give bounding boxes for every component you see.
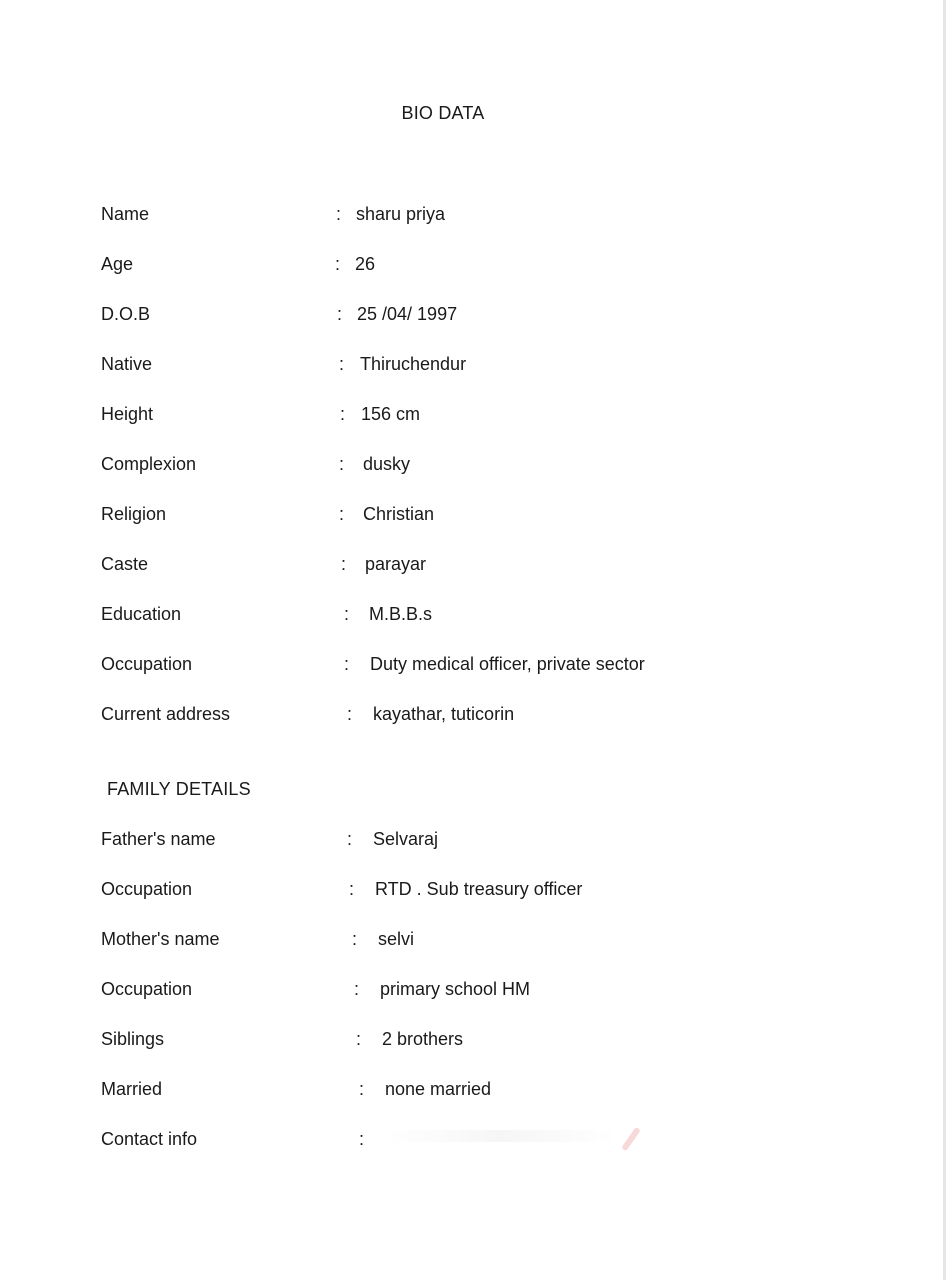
separator-colon: : <box>344 604 350 624</box>
separator-colon: : <box>339 354 345 374</box>
document-title: BIO DATA <box>401 103 485 123</box>
value-mothers-name: selvi <box>378 929 415 949</box>
contact-redaction <box>387 1130 617 1142</box>
label-contact-info: Contact info <box>101 1129 198 1149</box>
value-complexion: dusky <box>363 454 411 474</box>
value-fathers-name: Selvaraj <box>373 829 439 849</box>
separator-colon: : <box>347 704 353 724</box>
value-current-address: kayathar, tuticorin <box>373 704 515 724</box>
separator-colon: : <box>340 404 346 424</box>
separator-colon: : <box>352 929 358 949</box>
separator-colon: : <box>354 979 360 999</box>
label-fathers-name: Father's name <box>101 829 216 849</box>
label-education: Education <box>101 604 182 624</box>
value-age: 26 <box>355 254 376 274</box>
separator-colon: : <box>359 1129 365 1149</box>
separator-colon: : <box>356 1029 362 1049</box>
separator-colon: : <box>344 654 350 674</box>
label-dob: D.O.B <box>101 304 151 324</box>
value-religion: Christian <box>363 504 435 524</box>
value-name: sharu priya <box>356 204 446 224</box>
label-father-occupation: Occupation <box>101 879 193 899</box>
value-caste: parayar <box>365 554 427 574</box>
value-native: Thiruchendur <box>360 354 467 374</box>
label-married: Married <box>101 1079 163 1099</box>
value-mother-occupation: primary school HM <box>380 979 531 999</box>
family-details-heading: FAMILY DETAILS <box>107 779 251 799</box>
label-caste: Caste <box>101 554 149 574</box>
label-name: Name <box>101 204 150 224</box>
label-complexion: Complexion <box>101 454 197 474</box>
value-father-occupation: RTD . Sub treasury officer <box>375 879 583 899</box>
label-religion: Religion <box>101 504 167 524</box>
label-current-address: Current address <box>101 704 231 724</box>
separator-colon: : <box>347 829 353 849</box>
label-mothers-name: Mother's name <box>101 929 220 949</box>
separator-colon: : <box>349 879 355 899</box>
label-height: Height <box>101 404 154 424</box>
separator-colon: : <box>359 1079 365 1099</box>
separator-colon: : <box>339 504 345 524</box>
separator-colon: : <box>341 554 347 574</box>
value-height: 156 cm <box>361 404 421 424</box>
label-native: Native <box>101 354 153 374</box>
value-education: M.B.B.s <box>369 604 433 624</box>
value-occupation: Duty medical officer, private sector <box>370 654 645 674</box>
separator-colon: : <box>339 454 345 474</box>
label-siblings: Siblings <box>101 1029 165 1049</box>
label-occupation: Occupation <box>101 654 193 674</box>
separator-colon: : <box>336 204 342 224</box>
pen-mark <box>621 1127 641 1152</box>
separator-colon: : <box>335 254 341 274</box>
value-married: none married <box>385 1079 492 1099</box>
value-dob: 25 /04/ 1997 <box>357 304 458 324</box>
separator-colon: : <box>337 304 343 324</box>
value-siblings: 2 brothers <box>382 1029 464 1049</box>
label-age: Age <box>101 254 134 274</box>
label-mother-occupation: Occupation <box>101 979 193 999</box>
